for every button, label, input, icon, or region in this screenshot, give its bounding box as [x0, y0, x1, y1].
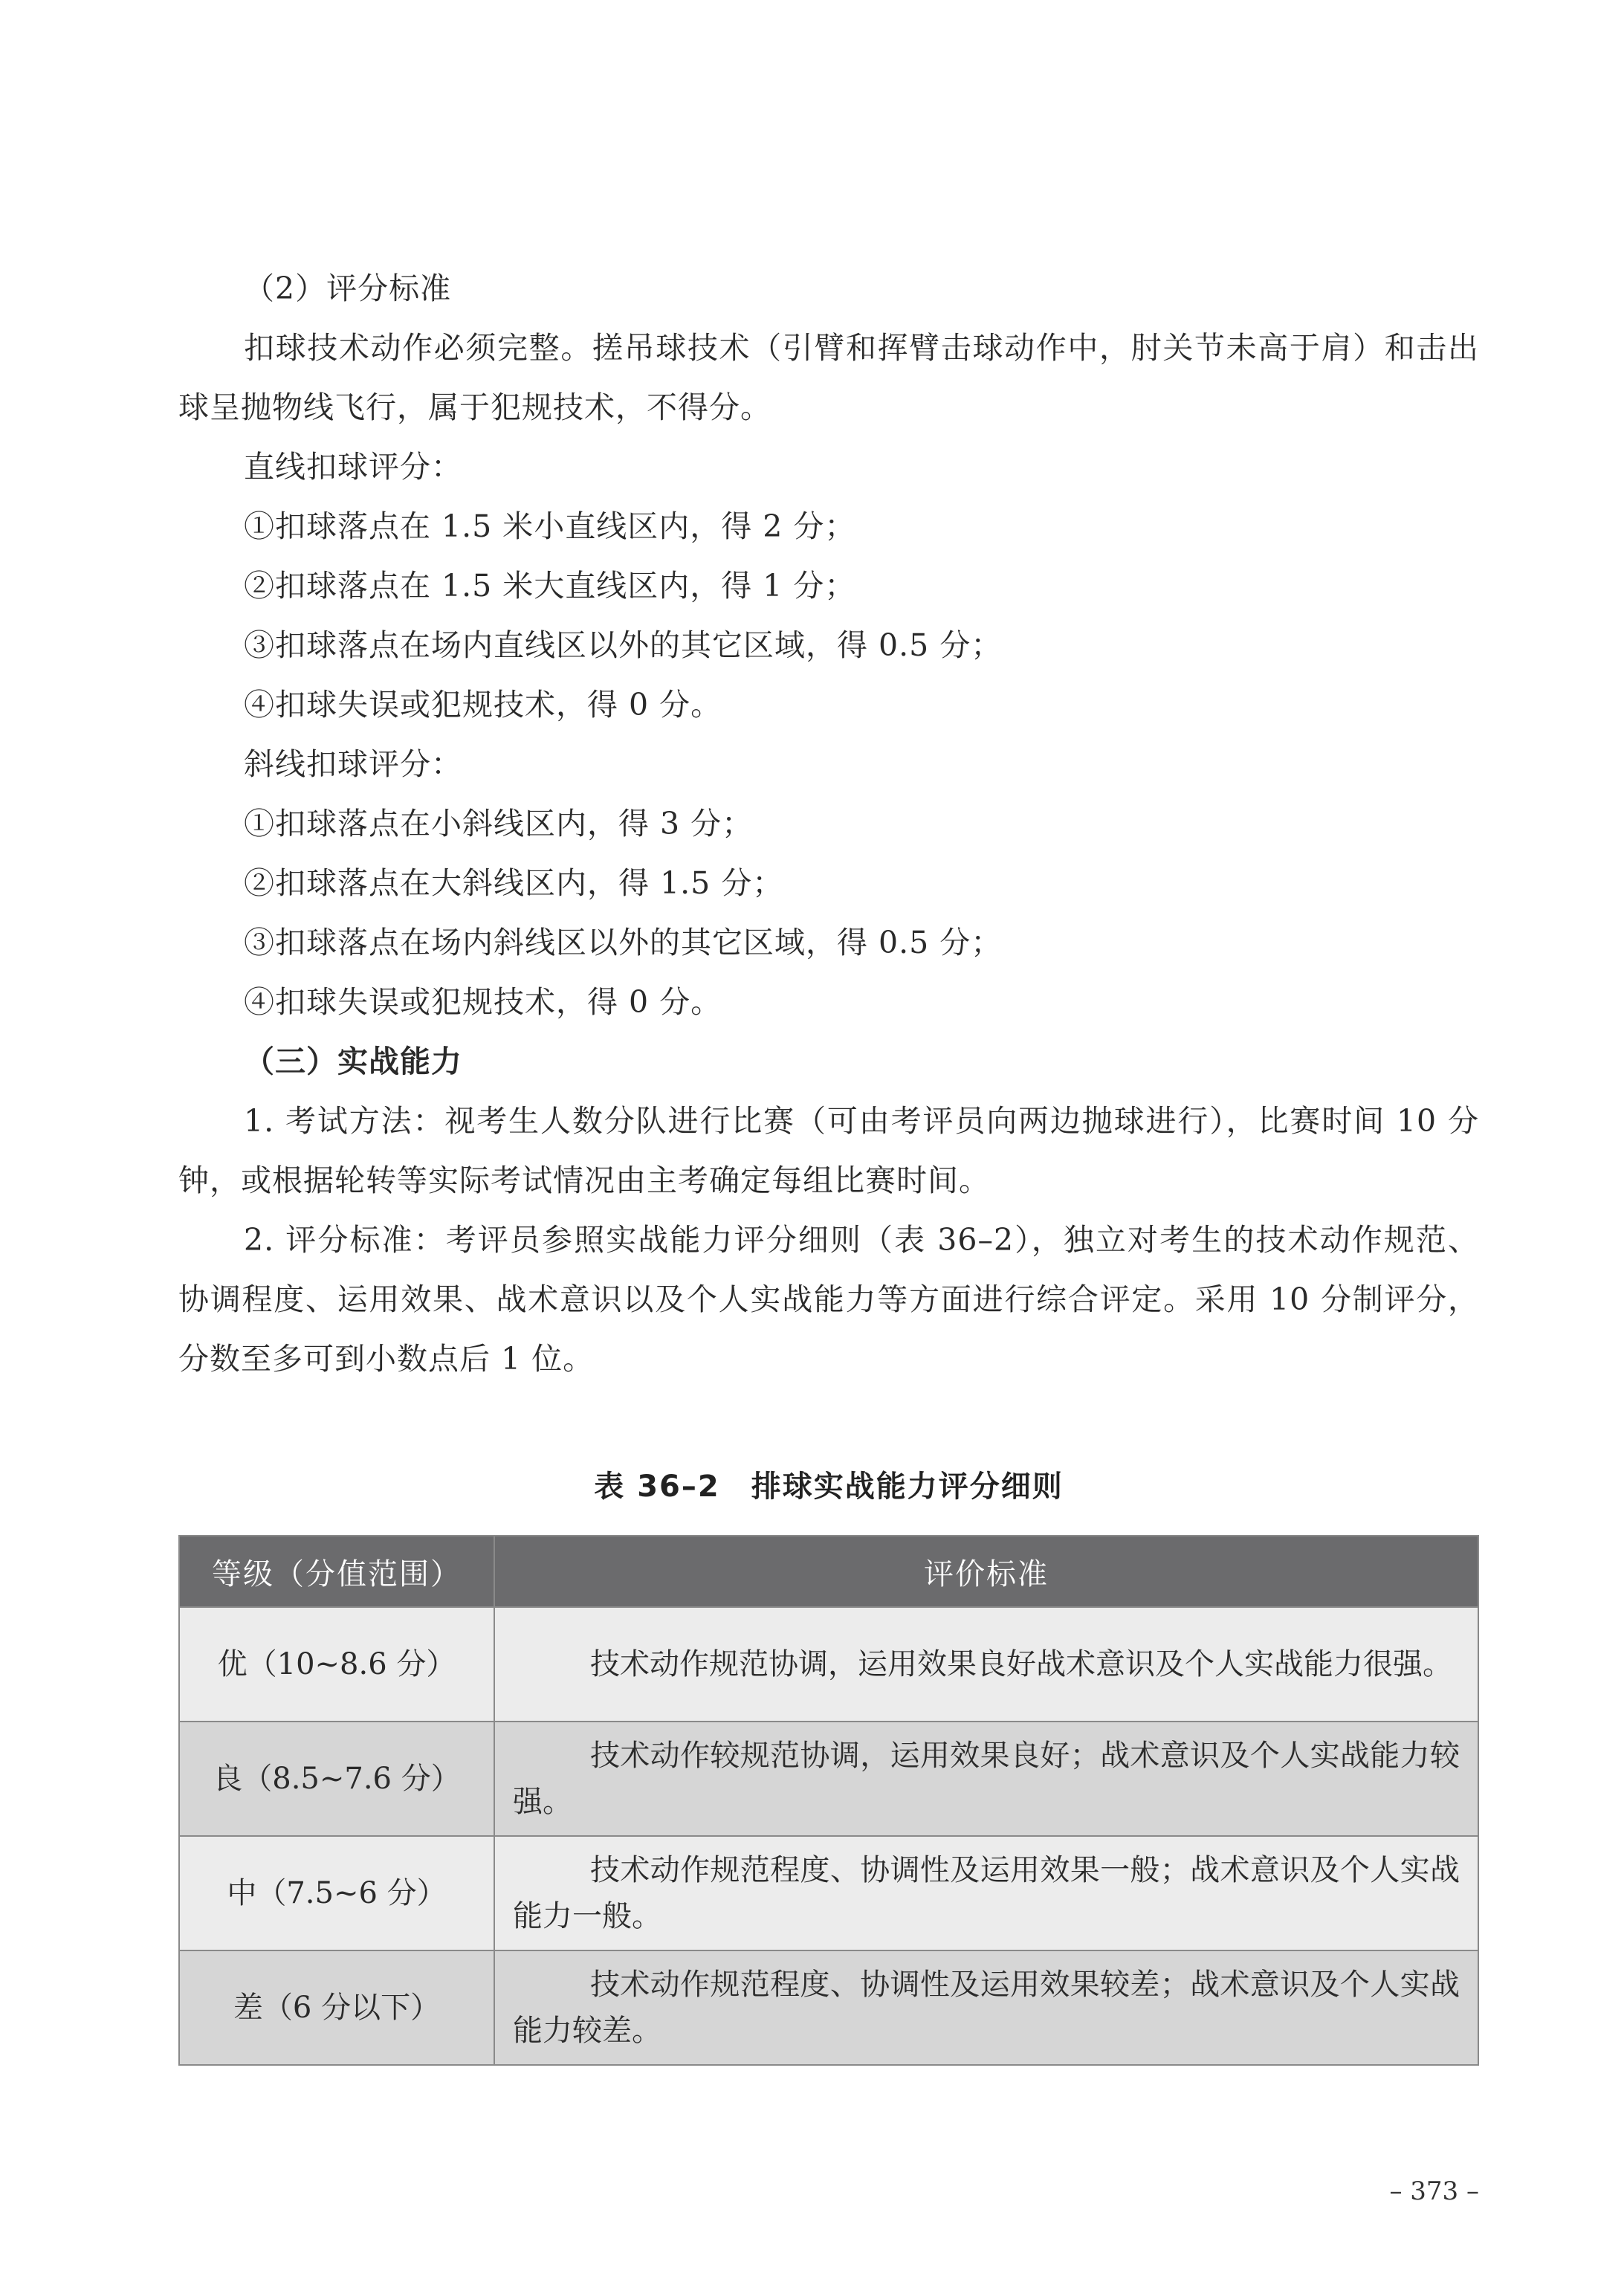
page-number: – 373 –: [1389, 2176, 1479, 2206]
section-heading-scoring: （2）评分标准: [244, 271, 452, 306]
list-item: ②扣球落点在大斜线区内，得 1.5 分；: [244, 865, 784, 901]
table-row: [179, 1950, 1478, 2065]
table-row: [179, 1722, 1478, 1836]
grade-level: 中（7.5~6 分）: [179, 1836, 494, 1950]
paragraph: 1. 考试方法：视考生人数分队进行比赛（可由考评员向两边抛球进行），比赛时间 10 分钟，或根据轮转等实际考试情况由主考确定每组比赛时间。: [178, 1103, 1479, 1198]
subheading-straight-spike: 直线扣球评分：: [244, 449, 462, 485]
list-item: ④扣球失误或犯规技术，得 0 分。: [244, 687, 722, 723]
grade-criteria-text: 技术动作规范程度、协调性及运用效果一般；战术意识及个人实战能力一般。: [513, 1853, 1460, 1933]
grade-criteria: [494, 1950, 1478, 2065]
grading-table: [178, 1535, 1479, 2066]
list-item: ③扣球落点在场内直线区以外的其它区域，得 0.5 分；: [244, 627, 1003, 663]
grade-criteria: [494, 1607, 1478, 1722]
paragraph: 扣球技术动作必须完整。搓吊球技术（引臂和挥臂击球动作中，肘关节未高于肩）和击出球呈抛物线飞行，属于犯规技术，不得分。: [178, 330, 1479, 425]
grade-criteria-text: 技术动作较规范协调，运用效果良好；战术意识及个人实战能力较强。: [513, 1739, 1460, 1819]
grade-level: 差（6 分以下）: [179, 1950, 494, 2065]
table-row: [179, 1607, 1478, 1722]
grade-criteria: [494, 1836, 1478, 1950]
table-row: [179, 1836, 1478, 1950]
page-content: [178, 259, 1479, 2066]
list-item: ①扣球落点在小斜线区内，得 3 分；: [244, 806, 754, 841]
grade-level: 良（8.5~7.6 分）: [179, 1722, 494, 1836]
table-caption: 表 36–2 排球实战能力评分细则: [594, 1470, 1064, 1504]
subheading-cross-spike: 斜线扣球评分：: [244, 746, 462, 782]
table-header-row: [179, 1536, 1478, 1607]
grade-level: 优（10~8.6 分）: [179, 1607, 494, 1722]
grade-criteria: [494, 1722, 1478, 1836]
section-heading-combat: （三）实战能力: [244, 1044, 462, 1079]
grade-criteria-text: 技术动作规范协调，运用效果良好战术意识及个人实战能力很强。: [590, 1647, 1452, 1681]
paragraph: 2. 评分标准：考评员参照实战能力评分细则（表 36–2），独立对考生的技术动作规范、协调程度、运用效果、战术意识以及个人实战能力等方面进行综合评定。采用 10 分制评分，分数至多可到小数点后 1 位。: [178, 1222, 1479, 1377]
list-item: ③扣球落点在场内斜线区以外的其它区域，得 0.5 分；: [244, 925, 1003, 960]
list-item: ①扣球落点在 1.5 米小直线区内，得 2 分；: [244, 508, 856, 544]
grade-criteria-text: 技术动作规范程度、协调性及运用效果较差；战术意识及个人实战能力较差。: [513, 1968, 1460, 2048]
list-item: ④扣球失误或犯规技术，得 0 分。: [244, 984, 722, 1020]
list-item: ②扣球落点在 1.5 米大直线区内，得 1 分；: [244, 568, 856, 604]
header-level: 等级（分值范围）: [179, 1536, 494, 1607]
header-criteria: 评价标准: [494, 1536, 1478, 1607]
